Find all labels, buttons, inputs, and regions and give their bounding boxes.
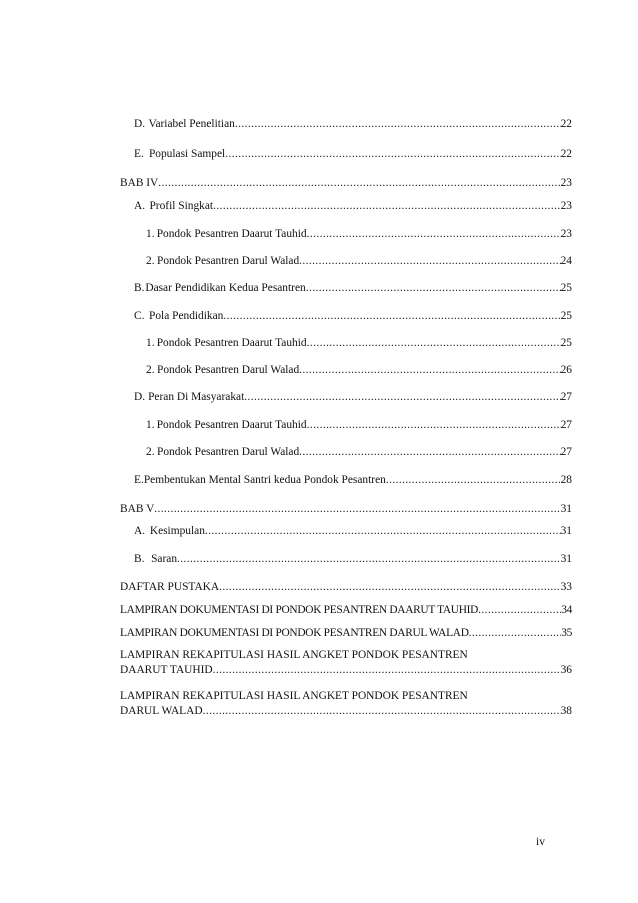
toc-entry-page: 23 bbox=[560, 177, 572, 189]
toc-leader-dots bbox=[213, 200, 561, 212]
toc-leader-dots bbox=[225, 148, 560, 160]
toc-entry-number: B. bbox=[134, 282, 145, 294]
toc-entry-number: 2. bbox=[146, 255, 155, 267]
toc-leader-dots bbox=[307, 228, 561, 240]
toc-entry-page: 27 bbox=[560, 419, 572, 431]
toc-entry-title: Pondok Pesantren Darul Walad bbox=[156, 364, 300, 376]
toc-entry-daftar-pustaka[interactable] bbox=[120, 581, 572, 593]
toc-entry-number: E. bbox=[134, 474, 144, 486]
toc-entry-page: 38 bbox=[560, 705, 572, 717]
toc-entry-bab-iv[interactable] bbox=[120, 177, 572, 189]
toc-entry-title: Pembentukan Mental Santri kedua Pondok Pesantren bbox=[143, 474, 386, 486]
toc-leader-dots bbox=[177, 553, 561, 565]
toc-entry-page: 27 bbox=[560, 446, 572, 458]
toc-leader-dots bbox=[307, 337, 561, 349]
toc-entry-title: Populasi Sampel bbox=[148, 148, 226, 160]
toc-entry-number: E. bbox=[134, 148, 144, 160]
toc-entry-title-line1: LAMPIRAN REKAPITULASI HASIL ANGKET PONDOK PESANTREN bbox=[120, 649, 468, 661]
toc-entry-title: BAB V bbox=[120, 503, 155, 515]
toc-leader-dots bbox=[154, 503, 560, 515]
toc-entry-b-saran[interactable] bbox=[120, 553, 572, 565]
toc-entry-title: LAMPIRAN DOKUMENTASI DI PONDOK PESANTREN DARUL WALAD bbox=[120, 627, 469, 639]
toc-entry-title: LAMPIRAN DOKUMENTASI DI PONDOK PESANTREN DAARUT TAUHID bbox=[120, 604, 479, 616]
toc-entry-page: 23 bbox=[560, 200, 572, 212]
toc-leader-dots bbox=[469, 627, 562, 639]
toc-entry-title: Kesimpulan bbox=[149, 525, 205, 537]
toc-entry-page: 25 bbox=[560, 282, 572, 294]
toc-leader-dots bbox=[478, 604, 561, 616]
toc-leader-dots bbox=[205, 525, 561, 537]
toc-leader-dots bbox=[223, 310, 560, 322]
toc-entry-title: Pondok Pesantren Darul Walad bbox=[156, 446, 300, 458]
toc-entry-title: Variabel Penelitian bbox=[148, 118, 235, 130]
toc-entry-a1[interactable] bbox=[120, 228, 572, 240]
toc-entry-d2[interactable] bbox=[120, 446, 572, 458]
toc-entry-lampiran-dokumentasi-darul-walad[interactable] bbox=[120, 627, 572, 639]
toc-entry-title: Profil Singkat bbox=[149, 200, 214, 212]
toc-entry-title: Saran bbox=[151, 553, 178, 565]
toc-leader-dots bbox=[299, 364, 560, 376]
toc-entry-page: 26 bbox=[560, 364, 572, 376]
toc-entry-page: 25 bbox=[560, 310, 572, 322]
toc-leader-dots bbox=[219, 581, 560, 593]
toc-entry-number: 1. bbox=[146, 228, 155, 240]
toc-entry-page: 34 bbox=[561, 604, 572, 616]
toc-entry-a-kesimpulan[interactable] bbox=[120, 525, 572, 537]
toc-entry-page: 31 bbox=[560, 525, 572, 537]
toc-entry-number: A. bbox=[134, 525, 146, 537]
toc-leader-dots bbox=[299, 255, 560, 267]
toc-entry-page: 28 bbox=[560, 474, 572, 486]
toc-entry-lampiran-rekapitulasi-darul-walad[interactable] bbox=[120, 690, 572, 717]
toc-entry-lampiran-dokumentasi-daarut-tauhid[interactable] bbox=[120, 604, 572, 616]
toc-entry-title: Pondok Pesantren Daarut Tauhid bbox=[156, 337, 307, 349]
toc-entry-bab-v[interactable] bbox=[120, 503, 572, 515]
toc-entry-e-pembentukan[interactable] bbox=[120, 474, 572, 486]
toc-entry-page: 25 bbox=[560, 337, 572, 349]
toc-leader-dots bbox=[386, 474, 561, 486]
toc-leader-dots bbox=[299, 446, 560, 458]
toc-entry-c2[interactable] bbox=[120, 364, 572, 376]
toc-entry-page: 35 bbox=[561, 627, 572, 639]
toc-entry-d-peran[interactable] bbox=[120, 391, 572, 403]
toc-entry-page: 33 bbox=[560, 581, 572, 593]
toc-entry-title: DAARUT TAUHID bbox=[120, 664, 213, 676]
toc-entry-title: Peran Di Masyarakat bbox=[148, 391, 245, 403]
page-number: iv bbox=[536, 836, 545, 848]
toc-entry-page: 31 bbox=[560, 553, 572, 565]
toc-leader-dots bbox=[306, 282, 561, 294]
toc-entry-number: 1. bbox=[146, 419, 155, 431]
toc-entry-number: 1. bbox=[146, 337, 155, 349]
toc-leader-dots bbox=[203, 705, 561, 717]
toc-entry-title-line1: LAMPIRAN REKAPITULASI HASIL ANGKET PONDOK PESANTREN bbox=[120, 690, 468, 702]
toc-entry-number: D. bbox=[134, 118, 146, 130]
toc-entry-title: Pondok Pesantren Daarut Tauhid bbox=[156, 228, 307, 240]
toc-entry-title: Pola Pendidikan bbox=[149, 310, 224, 322]
toc-entry-number: C. bbox=[134, 310, 145, 322]
toc-entry-title: DARUL WALAD bbox=[120, 705, 203, 717]
toc-entry-title: Pondok Pesantren Darul Walad bbox=[156, 255, 300, 267]
toc-entry-number: 2. bbox=[146, 364, 155, 376]
toc-entry-number: A. bbox=[134, 200, 146, 212]
toc-entry-page: 22 bbox=[560, 148, 572, 160]
toc-entry-title: Pondok Pesantren Daarut Tauhid bbox=[156, 419, 307, 431]
toc-entry-page: 22 bbox=[560, 118, 572, 130]
toc-entry-c1[interactable] bbox=[120, 337, 572, 349]
toc-entry-a2[interactable] bbox=[120, 255, 572, 267]
toc-entry-number: 2. bbox=[146, 446, 155, 458]
toc-entry-c-pola[interactable] bbox=[120, 310, 572, 322]
toc-entry-title: DAFTAR PUSTAKA bbox=[120, 581, 220, 593]
toc-leader-dots bbox=[307, 419, 561, 431]
toc-entry-a-profil[interactable] bbox=[120, 200, 572, 212]
toc-entry-lampiran-rekapitulasi-daarut-tauhid[interactable] bbox=[120, 649, 572, 676]
toc-entry-page: 31 bbox=[560, 503, 572, 515]
toc-entry-e-populasi[interactable] bbox=[120, 148, 572, 160]
toc-leader-dots bbox=[158, 177, 560, 189]
toc-entry-page: 24 bbox=[560, 255, 572, 267]
toc-entry-page: 23 bbox=[560, 228, 572, 240]
toc-entry-page: 36 bbox=[560, 664, 572, 676]
toc-entry-title: Dasar Pendidikan Kedua Pesantren bbox=[145, 282, 306, 294]
toc-entry-title: BAB IV bbox=[120, 177, 159, 189]
toc-entry-number: D. bbox=[134, 391, 146, 403]
toc-leader-dots bbox=[244, 391, 560, 403]
toc-leader-dots bbox=[235, 118, 561, 130]
toc-leader-dots bbox=[213, 664, 561, 676]
toc-entry-number: B. bbox=[134, 553, 145, 565]
toc-entry-d1[interactable] bbox=[120, 419, 572, 431]
toc-entry-page: 27 bbox=[560, 391, 572, 403]
toc-entry-d-variabel[interactable] bbox=[120, 118, 572, 130]
toc-entry-b-dasar[interactable] bbox=[120, 282, 572, 294]
